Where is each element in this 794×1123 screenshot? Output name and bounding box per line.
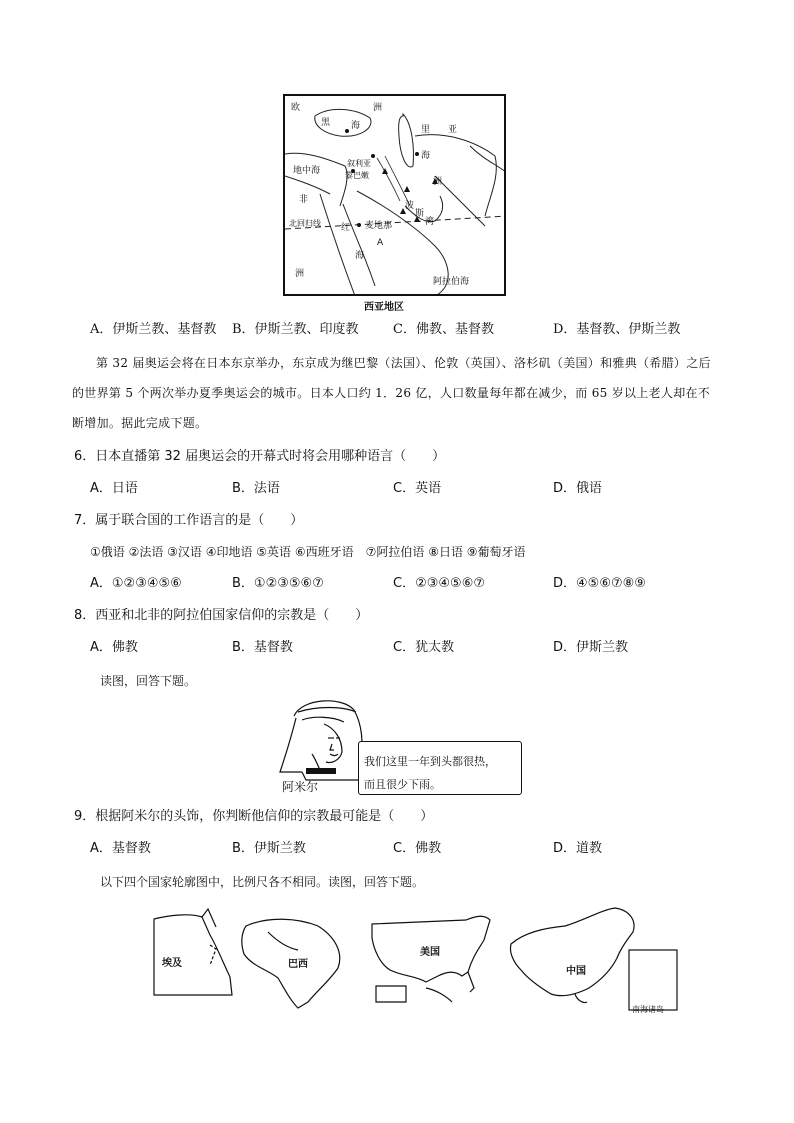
question-6-stem: 6．日本直播第 32 届奥运会的开幕式时将会用哪种语言（ ） — [74, 449, 446, 464]
map-caption: 西亚地区 — [364, 302, 404, 313]
map-label-mediterranean: 地中海 — [293, 166, 321, 176]
map-label-arabian-sea: 阿拉伯海 — [433, 277, 470, 287]
q5-option-d: D．基督教、伊斯兰教 — [553, 322, 681, 337]
reading-passage: 第 32 届奥运会将在日本东京举办，东京成为继巴黎（法国）、伦敦（英国）、洛杉矶（美国）和雅典（希腊）之后的世界第 5 个两次举办夏季奥运会的城市。日本人口约 1．26 亿，人口数量每年都在减少，而 65 岁以上老人却在不断增加。据此完成下题。 — [72, 356, 711, 430]
question-8-stem: 8．西亚和北非的阿拉伯国家信仰的宗教是（ ） — [74, 608, 369, 623]
map-label-black-sea: 海 — [351, 121, 361, 131]
map-label-lebanon: 黎巴嫩 — [345, 171, 369, 180]
map-label-europe: 洲 — [373, 103, 383, 113]
q8-option-b: B．基督教 — [232, 640, 293, 655]
q6-option-a: A．日语 — [90, 481, 138, 496]
amir-name-label: 阿米尔 — [282, 780, 319, 794]
q8-option-c: C．犹太教 — [393, 640, 455, 655]
map-label-red-sea: 海 — [355, 251, 365, 261]
map-label-africa: 非 — [299, 195, 309, 205]
q7-option-d: D．④⑤⑥⑦⑧⑨ — [553, 576, 646, 591]
map-label-caspian: 里 — [421, 125, 431, 135]
outline-instruction: 以下四个国家轮廓图中，比例尺各不相同。读图，回答下题。 — [100, 875, 425, 889]
q9-option-d: D．道教 — [553, 841, 603, 856]
speech-line-2: 而且很少下雨。 — [364, 778, 441, 791]
q6-option-c: C．英语 — [393, 481, 442, 496]
map-label-persian-gulf: 波 — [405, 201, 415, 211]
usa-outline — [366, 910, 496, 1010]
map-label-city: 麦地那 — [365, 221, 393, 231]
map-label-syria: 叙利亚 — [347, 159, 371, 168]
china-outline — [505, 904, 695, 1014]
q9-option-c: C．佛教 — [393, 841, 442, 856]
brazil-label: 巴西 — [288, 959, 308, 970]
map-label-black-sea: 黑 — [321, 118, 331, 128]
map-label-europe: 欧 — [291, 103, 301, 113]
map-label-africa: 洲 — [295, 269, 305, 279]
map-label-caspian: 海 — [421, 151, 431, 161]
map-outline-graphic — [285, 96, 506, 296]
q7-option-c: C．②③④⑤⑥⑦ — [393, 576, 486, 591]
question-7-language-list: ①俄语 ②法语 ③汉语 ④印地语 ⑤英语 ⑥西班牙语 ⑦阿拉伯语 ⑧日语 ⑨葡萄牙语 — [90, 545, 526, 559]
map-label-asia: 亚 — [448, 125, 458, 135]
amir-portrait — [272, 694, 372, 786]
q5-option-a: A．伊斯兰教、基督教 — [90, 322, 217, 337]
question-7-stem: 7．属于联合国的工作语言的是（ ） — [74, 513, 304, 528]
q6-option-d: D．俄语 — [553, 481, 603, 496]
read-figure-instruction: 读图，回答下题。 — [100, 674, 197, 688]
q7-option-b: B．①②③⑤⑥⑦ — [232, 576, 324, 591]
usa-label: 美国 — [420, 947, 440, 958]
china-label: 中国 — [566, 966, 586, 977]
map-label-point-a: A — [377, 238, 384, 248]
map-label-red-sea: 红 — [341, 223, 351, 233]
q8-option-d: D．伊斯兰教 — [553, 640, 629, 655]
q5-option-c: C．佛教、基督教 — [393, 322, 494, 337]
map-label-persian-gulf: 斯 — [415, 209, 425, 219]
west-asia-map — [283, 94, 506, 296]
q6-option-b: B．法语 — [232, 481, 280, 496]
egypt-label: 埃及 — [162, 958, 182, 969]
map-label-persian-gulf: 湾 — [425, 217, 435, 227]
q9-option-a: A．基督教 — [90, 841, 151, 856]
question-9-stem: 9．根据阿米尔的头饰，你判断他信仰的宗教最可能是（ ） — [74, 809, 434, 824]
map-label-tropic: 北回归线 — [289, 219, 321, 228]
q5-option-b: B．伊斯兰教、印度教 — [232, 322, 359, 337]
speech-line-1: 我们这里一年到头都很热， — [364, 755, 496, 768]
south-china-sea-islands-label: 南海诸岛 — [632, 1005, 664, 1014]
q8-option-a: A．佛教 — [90, 640, 138, 655]
egypt-outline — [150, 905, 245, 1000]
q7-option-a: A．①②③④⑤⑥ — [90, 576, 182, 591]
q9-option-b: B．伊斯兰教 — [232, 841, 306, 856]
map-label-asia: 洲 — [433, 177, 443, 187]
